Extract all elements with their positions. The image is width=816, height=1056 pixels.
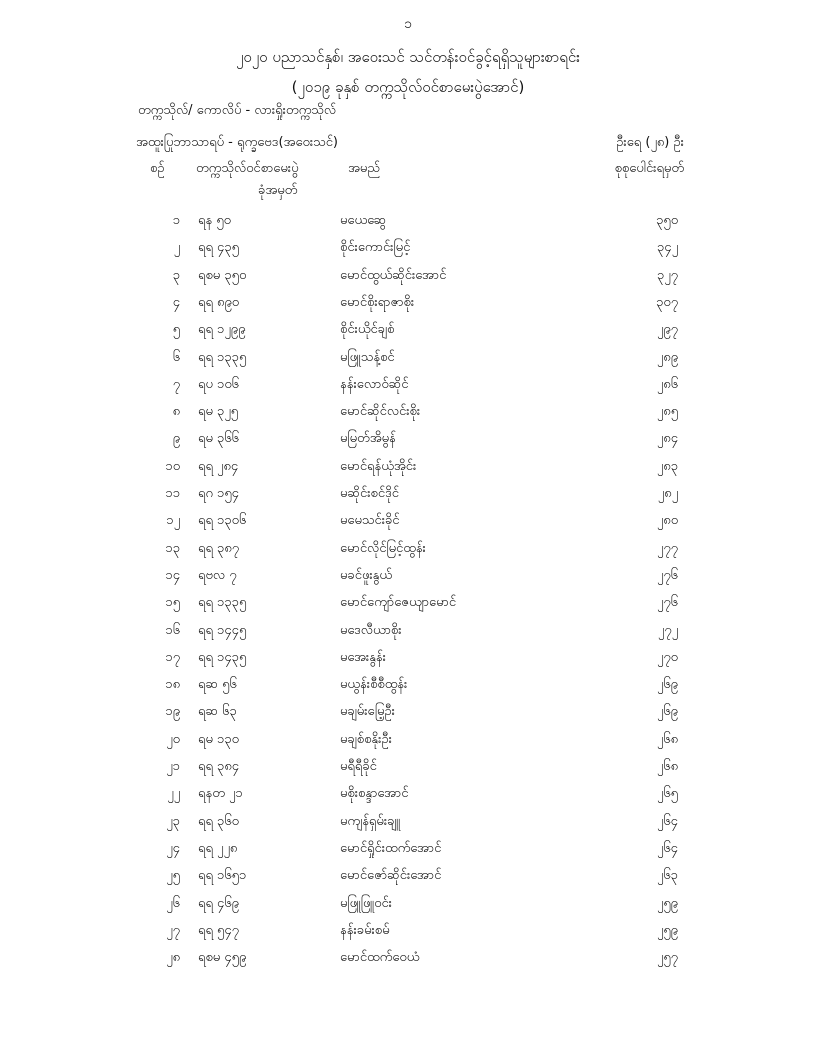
row-number: ၂၆ <box>166 895 180 911</box>
row-number: ၇ <box>172 376 180 392</box>
student-name: မစိုးစန္ဒာအောင် <box>340 786 409 802</box>
total-score: ၂၈၉ <box>656 349 678 365</box>
student-name: မောင်ရန်ယုံအိုင်း <box>340 458 417 474</box>
total-score: ၃၄၂ <box>656 240 678 256</box>
row-number: ၁၅ <box>165 595 180 611</box>
total-score: ၂၆၉ <box>656 677 678 693</box>
major-line: အထူးပြုဘာသာရပ် - ရုက္ခဗေဒ(အဝေးသင်) <box>136 135 338 150</box>
row-number: ၉ <box>172 431 180 447</box>
table-row <box>0 458 816 484</box>
table-row <box>0 813 816 839</box>
student-name: မောင်လိုင်မြင့်ထွန်း <box>340 540 426 556</box>
student-name: မချမ်းမြေ့ဦး <box>340 704 395 720</box>
total-score: ၂၆၈ <box>656 731 678 747</box>
total-score: ၂၇၆ <box>656 595 678 611</box>
student-name: မဆိုင်းစင်ဒိုင် <box>340 486 400 501</box>
student-name: မောင်ထက်ဝေယံ <box>340 950 420 966</box>
table-row <box>0 649 816 675</box>
table-row <box>0 403 816 429</box>
row-number: ၁၂ <box>166 513 180 529</box>
exam-number: ရနတ ၂၁ <box>198 786 243 802</box>
row-number: ၂၂ <box>167 786 180 802</box>
total-score: ၂၅၉ <box>656 895 678 911</box>
student-name: မဖြူဖြူဝင်း <box>340 895 392 911</box>
exam-number: ရရ ၅၄၇ <box>198 922 239 938</box>
total-score: ၂၅၉ <box>656 922 678 938</box>
page-number: ၁ <box>404 16 412 32</box>
exam-number: ရရ ၄၃၅ <box>198 240 239 256</box>
student-name: မောင်ဆိုင်လင်းစိုး <box>340 404 421 420</box>
table-row <box>0 239 816 265</box>
exam-number: ရရ ၁၃၃၅ <box>198 595 247 611</box>
column-header-no: စဉ် <box>150 161 165 176</box>
exam-number: ရရ ၃၈၄ <box>198 759 240 774</box>
student-name: မောင်ဇော်ဆိုင်းအောင် <box>340 868 442 884</box>
student-name: မောင်ထွယ်ဆိုင်းအောင် <box>340 267 447 283</box>
total-score: ၂၆၃ <box>656 868 678 884</box>
student-name: မချစ်စနိုးဦး <box>340 731 392 747</box>
quota-label: ဦးရေ (၂၈) ဦး <box>616 135 684 150</box>
table-row <box>0 430 816 456</box>
total-score: ၂၈၅ <box>656 404 678 420</box>
total-score: ၃၀၇ <box>656 294 678 310</box>
table-row <box>0 594 816 620</box>
table-row <box>0 922 816 948</box>
student-name: နန်းခမ်းစမ် <box>340 922 390 938</box>
exam-number: ရမ ၃၆၆ <box>198 431 239 447</box>
exam-number: ရရ ၁၃၀၆ <box>198 513 247 529</box>
table-row <box>0 376 816 402</box>
exam-number: ရမ ၁၃၀ <box>198 731 239 747</box>
exam-number: ရရ ၁၂၉၉ <box>198 322 246 338</box>
row-number: ၁၉ <box>165 704 180 720</box>
table-row <box>0 512 816 538</box>
total-score: ၃၅၀ <box>656 213 678 228</box>
row-number: ၂၄ <box>166 840 180 856</box>
total-score: ၃၂၇ <box>656 267 678 283</box>
student-name: မဖြူသန့်စင် <box>340 349 395 365</box>
table-row <box>0 321 816 347</box>
student-name: မောင်ရှိုင်းထက်အောင် <box>340 840 442 856</box>
row-number: ၈ <box>172 404 180 420</box>
total-score: ၂၆၉ <box>656 704 678 720</box>
university-line: တက္ကသိုလ်/ ကောလိပ် - လားရှိုးတက္ကသိုလ် <box>138 103 337 118</box>
table-row <box>0 895 816 921</box>
row-number: ၁၇ <box>165 649 180 665</box>
total-score: ၂၇၆ <box>656 567 678 583</box>
student-name: မဒေလီယာစိုး <box>340 622 402 638</box>
student-name: စိုင်းယိုင်ချစ် <box>340 322 395 338</box>
total-score: ၂၈၄ <box>656 431 678 447</box>
exam-number: ရန ၅၀ <box>198 213 231 228</box>
student-name: မောင်စိုးရာဇာစိုး <box>340 294 415 310</box>
row-number: ၆ <box>172 349 180 365</box>
student-name: မယေဆွေ <box>340 213 387 228</box>
total-score: ၂၇၂ <box>657 622 678 638</box>
total-score: ၂၆၅ <box>656 786 678 802</box>
total-score: ၂၆၈ <box>656 759 678 774</box>
document-subtitle: (၂၀၁၉ ခုနှစ် တက္ကသိုလ်ဝင်စာမေးပွဲအောင်) <box>291 78 525 96</box>
exam-number: ရရ ၁၃၃၅ <box>198 349 247 365</box>
exam-number: ရရ ၂၈၄ <box>198 458 239 474</box>
table-row <box>0 485 816 511</box>
row-number: ၁၆ <box>165 622 180 638</box>
row-number: ၂၁ <box>166 759 180 774</box>
student-name: မောင်ကျော်ဇေယျာမောင် <box>340 595 457 611</box>
column-header-name: အမည် <box>348 161 380 176</box>
table-row <box>0 267 816 293</box>
row-number: ၂၇ <box>166 922 180 938</box>
row-number: ၄ <box>172 294 180 310</box>
exam-number: ရပ ၁၀၆ <box>198 376 239 392</box>
total-score: ၂၈၂ <box>657 486 678 501</box>
total-score: ၂၇၀ <box>656 649 678 665</box>
exam-number: ရမ ၃၂၅ <box>198 404 239 420</box>
total-score: ၂၈၃ <box>656 458 678 474</box>
row-number: ၁၄ <box>165 567 180 583</box>
table-row <box>0 294 816 320</box>
exam-number: ရရ ၁၄၄၅ <box>198 622 247 638</box>
total-score: ၂၈၆ <box>656 376 678 392</box>
table-row <box>0 758 816 784</box>
exam-number: ရဗလ ၇ <box>198 567 237 583</box>
table-row <box>0 840 816 866</box>
column-header-score: စုစုပေါင်းရမှတ် <box>614 161 684 176</box>
table-row <box>0 212 816 238</box>
total-score: ၂၅၇ <box>656 950 678 966</box>
table-row <box>0 867 816 893</box>
exam-number: ရစမ ၃၅၀ <box>198 267 247 283</box>
table-row <box>0 785 816 811</box>
row-number: ၁၀ <box>165 458 180 474</box>
row-number: ၂၈ <box>166 950 180 966</box>
exam-number: ရရ ၁၆၅၁ <box>198 868 247 884</box>
row-number: ၂၃ <box>166 813 180 829</box>
student-name: စိုင်းကောင်းမြင့် <box>340 240 411 256</box>
exam-number: ရရ ၁၄၃၅ <box>198 649 247 665</box>
total-score: ၂၉၇ <box>656 322 678 338</box>
student-name: မအေးနွန်း <box>340 649 386 665</box>
table-row <box>0 540 816 566</box>
row-number: ၁ <box>172 213 180 228</box>
row-number: ၃ <box>172 267 180 283</box>
table-row <box>0 703 816 729</box>
row-number: ၂၅ <box>166 868 180 884</box>
total-score: ၂၈၀ <box>656 513 678 529</box>
exam-number: ရရ ၂၂၈ <box>198 840 238 856</box>
column-header-exam-no: တက္ကသိုလ်ဝင်စာမေးပွဲ <box>196 161 299 176</box>
exam-number: ရရ ၄၆၉ <box>198 895 239 911</box>
column-header-exam-no-line2: ခုံအမှတ် <box>258 183 298 198</box>
total-score: ၂၇၇ <box>656 540 678 556</box>
total-score: ၂၆၄ <box>656 813 678 829</box>
row-number: ၁၃ <box>165 540 180 556</box>
table-row <box>0 676 816 702</box>
student-name: မကျန်ရှမ်းချူ <box>340 813 401 829</box>
student-name: မမြတ်အိမွန် <box>340 431 396 447</box>
student-name: နန်းလောဝ်ဆိုင် <box>340 376 409 392</box>
table-row <box>0 949 816 975</box>
student-name: မခင်ဖူးနွယ် <box>340 567 393 583</box>
table-row <box>0 731 816 757</box>
row-number: ၅ <box>172 322 180 338</box>
student-name: မရီရီခိုင် <box>340 759 377 774</box>
row-number: ၂ <box>173 240 180 256</box>
exam-number: ရရ ၈၉၀ <box>198 294 240 310</box>
table-row <box>0 622 816 648</box>
exam-number: ရရ ၃၆၀ <box>198 813 239 829</box>
exam-number: ရဂ ၁၅၄ <box>198 486 239 501</box>
table-row <box>0 567 816 593</box>
exam-number: ရဆ ၆၃ <box>198 704 237 720</box>
student-name: မမေသင်းခိုင် <box>340 513 400 529</box>
student-name: မယွန်းစီစီထွန်း <box>340 677 408 693</box>
total-score: ၂၆၄ <box>656 840 678 856</box>
table-row <box>0 349 816 375</box>
row-number: ၁၁ <box>165 486 180 501</box>
exam-number: ရစမ ၄၅၉ <box>198 950 247 966</box>
exam-number: ရဆ ၅၆ <box>198 677 237 693</box>
exam-number: ရရ ၃၈၇ <box>198 540 240 556</box>
document-title: ၂၀၂၀ ပညာသင်နှစ်၊ အဝေးသင် သင်တန်းဝင်ခွင့်ရရှိသူများစာရင်း <box>236 48 580 66</box>
row-number: ၂၀ <box>166 731 180 747</box>
row-number: ၁၈ <box>165 677 180 693</box>
